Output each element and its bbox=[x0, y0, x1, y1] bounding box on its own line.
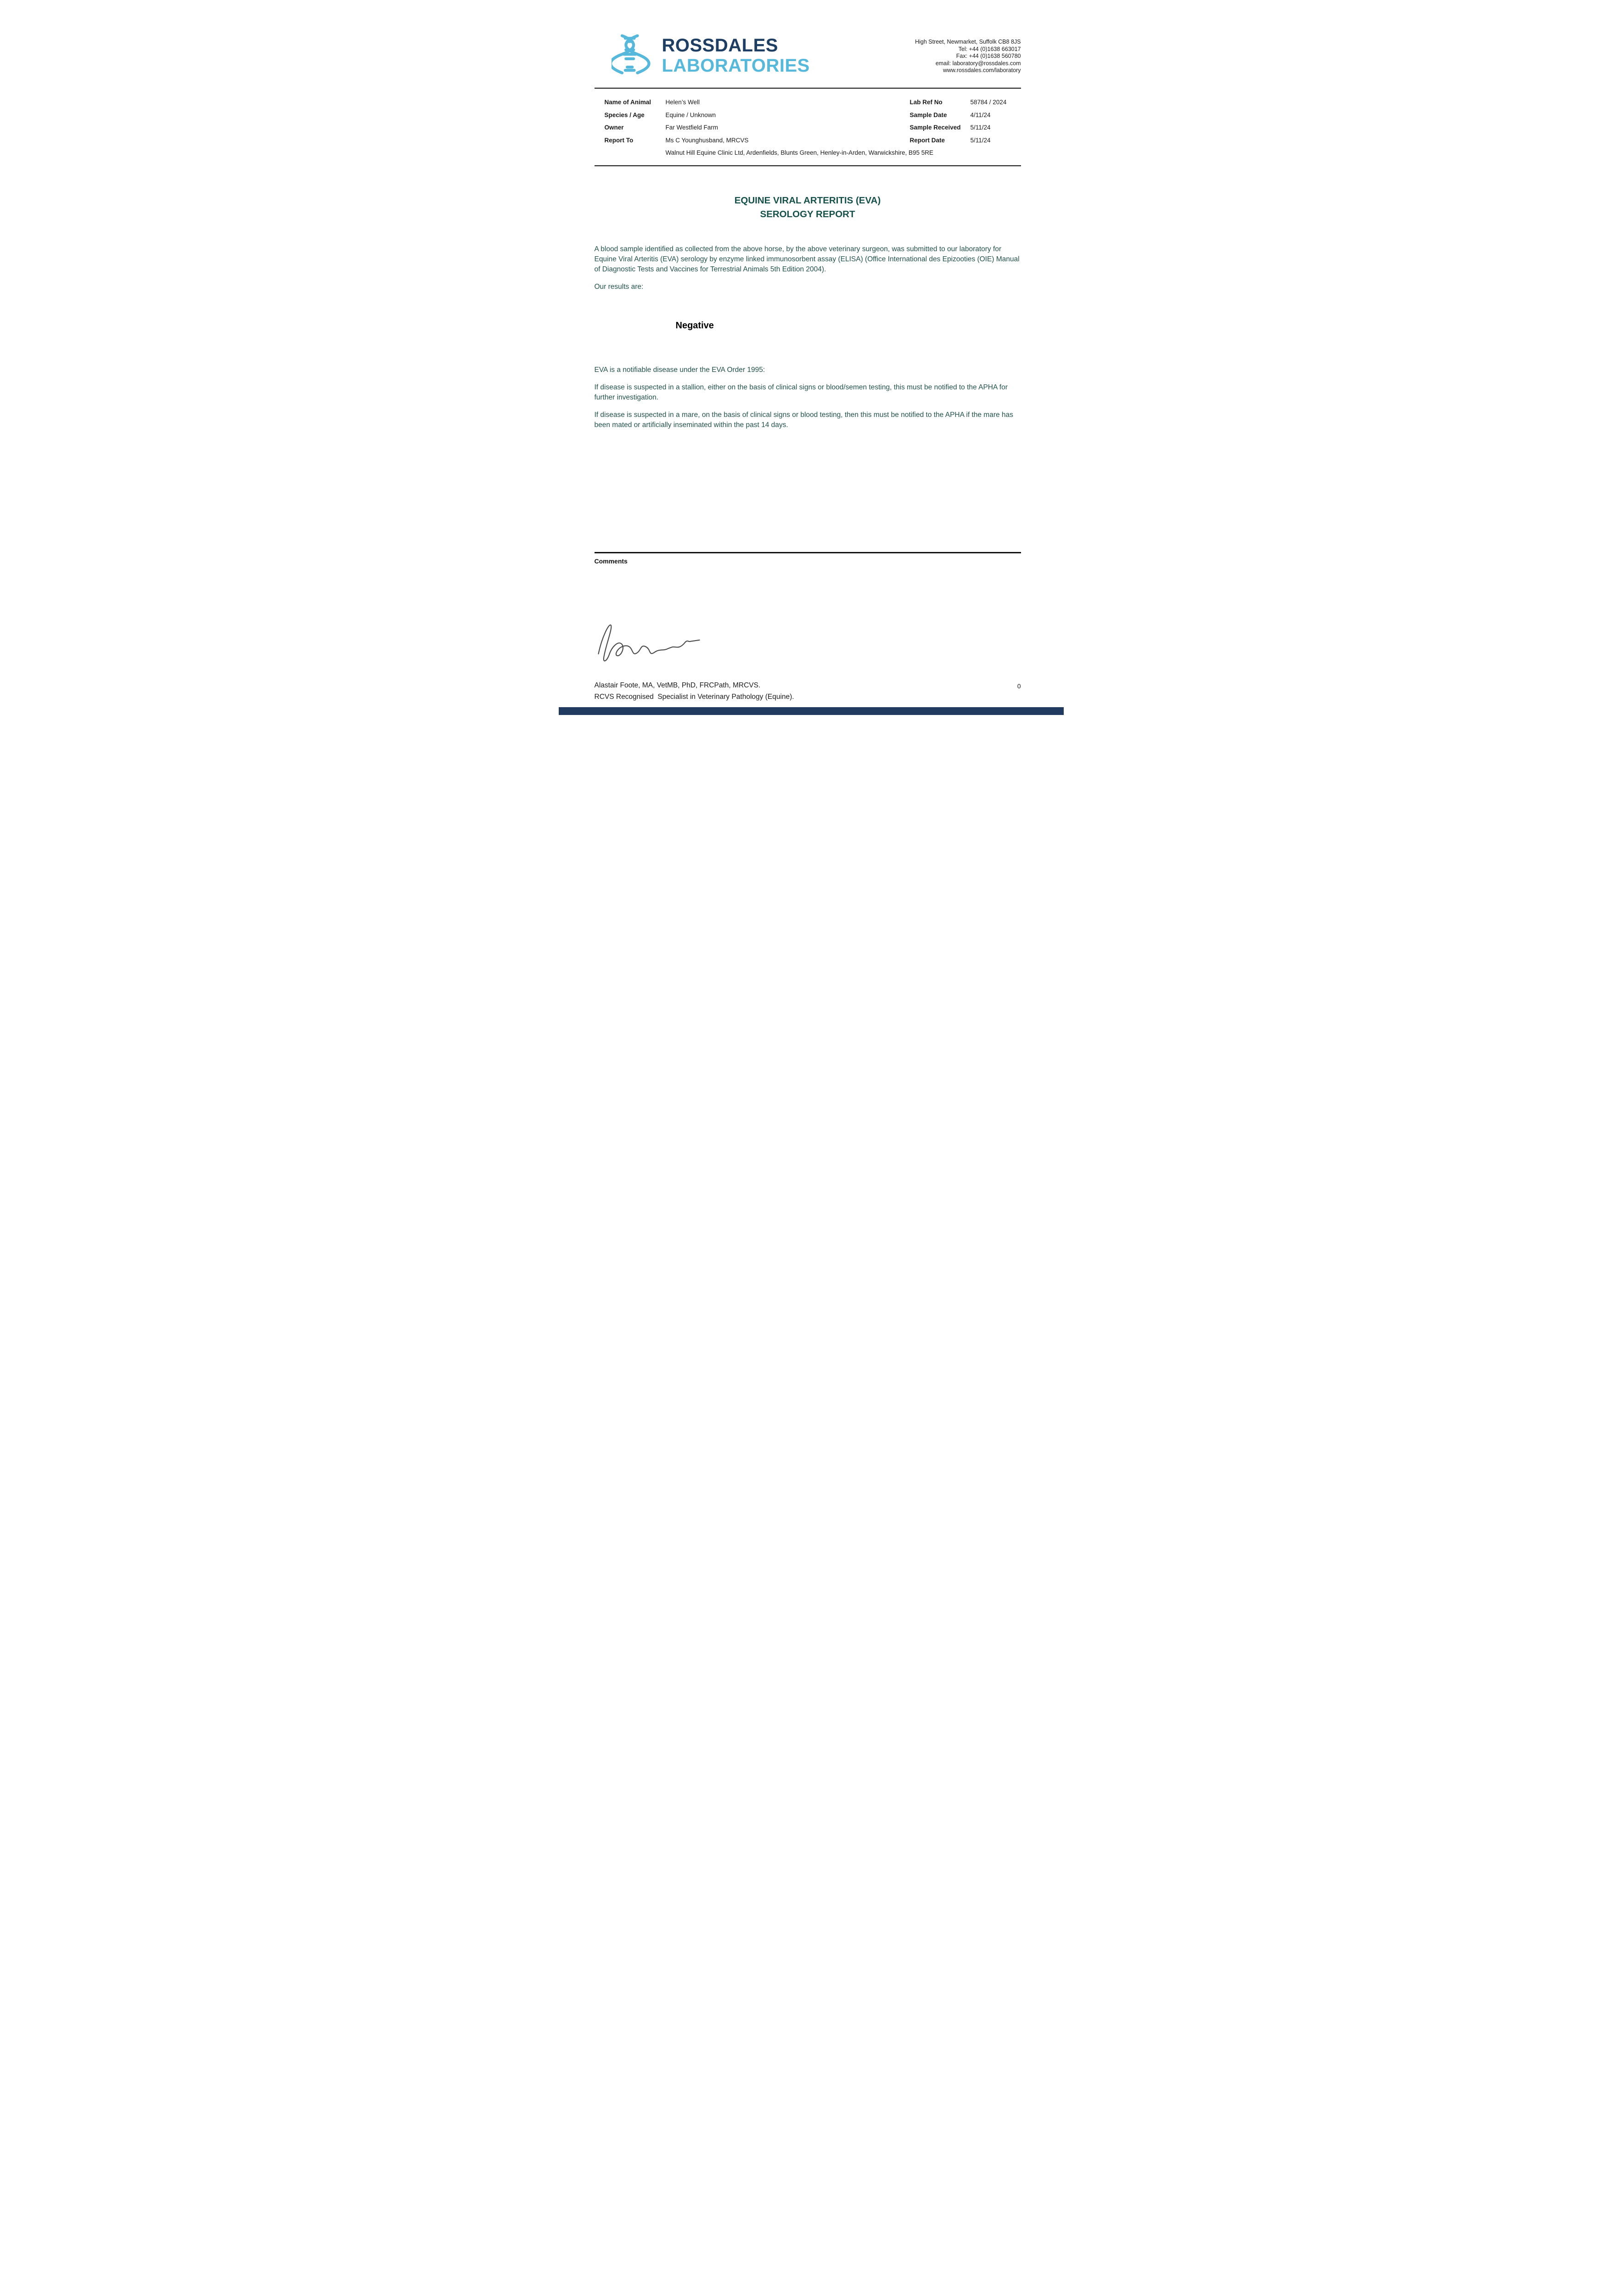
contact-block bbox=[915, 39, 1021, 74]
result-value: Negative bbox=[675, 320, 714, 331]
results-intro: Our results are: bbox=[594, 282, 644, 291]
report-page bbox=[559, 0, 1064, 715]
signatory-title: RCVS Recognised Specialist in Veterinary Pathology (Equine). bbox=[594, 693, 794, 701]
signatory-name: Alastair Foote, MA, VetMB, PhD, FRCPath, MRCVS. bbox=[594, 681, 761, 689]
report-paragraph: A blood sample identified as collected from the above horse, by the above veterinary surgeon, was submitted to our laboratory for Equine Viral Arteritis (EVA) serology by enzyme linked immunosorbent assay (ELISA) (Office International des Epizooties (OIE) Manual of Diagnostic Tests and Vaccines for Terrestrial Animals 5th Edition 2004). bbox=[594, 245, 1020, 273]
info-label: Owner bbox=[604, 124, 624, 131]
footer-bar bbox=[559, 707, 1064, 715]
info-value: Equine / Unknown bbox=[665, 111, 716, 118]
brand-subname: LABORATORIES bbox=[662, 56, 810, 76]
report-title bbox=[595, 194, 1021, 221]
info-label: Sample Received bbox=[909, 124, 961, 131]
comments-heading: Comments bbox=[594, 557, 628, 565]
info-label: Species / Age bbox=[604, 111, 645, 118]
brand-name: ROSSDALES bbox=[662, 35, 778, 56]
mare-note: If disease is suspected in a mare, on the basis of clinical signs or blood testing, then this must be notified to the APHA if the mare has been mated or artificially inseminated within the past 14 days. bbox=[594, 411, 1013, 429]
sample-info-table bbox=[595, 96, 1021, 159]
dna-icon bbox=[612, 34, 651, 77]
report-title-line1: EQUINE VIRAL ARTERITIS (EVA) bbox=[734, 195, 881, 206]
divider-top bbox=[595, 88, 1021, 89]
info-value: 5/11/24 bbox=[970, 124, 991, 131]
signature-image bbox=[595, 619, 703, 670]
contact-email: email: laboratory@rossdales.com bbox=[935, 60, 1021, 67]
info-value: Ms C Younghusband, MRCVS bbox=[665, 136, 749, 144]
contact-tel: Tel: +44 (0)1638 663017 bbox=[958, 45, 1021, 52]
divider-bottom bbox=[595, 165, 1021, 166]
info-value: 4/11/24 bbox=[970, 111, 991, 118]
info-label: Sample Date bbox=[909, 111, 947, 118]
contact-fax: Fax: +44 (0)1638 560780 bbox=[956, 53, 1021, 59]
info-value: Far Westfield Farm bbox=[665, 124, 718, 131]
report-title-line2: SEROLOGY REPORT bbox=[760, 208, 855, 219]
signatory-block bbox=[595, 680, 1021, 703]
info-value: 5/11/24 bbox=[970, 136, 991, 144]
info-label: Lab Ref No bbox=[909, 99, 943, 106]
contact-website: www.rossdales.com/laboratory bbox=[943, 67, 1021, 73]
clinic-address-line: Walnut Hill Equine Clinic Ltd, Ardenfields, Blunts Green, Henley-in-Arden, Warwickshire, B95 5RE bbox=[665, 149, 933, 157]
brand-wordmark bbox=[662, 35, 810, 76]
page-number-fragment: 0 bbox=[1017, 682, 1021, 690]
letterhead bbox=[595, 34, 1021, 77]
info-label: Report To bbox=[604, 136, 634, 144]
info-label: Name of Animal bbox=[604, 99, 651, 106]
stallion-note: If disease is suspected in a stallion, either on the basis of clinical signs or blood/semen testing, this must be notified to the APHA for further investigation. bbox=[594, 383, 1008, 401]
contact-address: High Street, Newmarket, Suffolk CB8 8JS bbox=[915, 39, 1021, 45]
notifiable-note: EVA is a notifiable disease under the EVA Order 1995: bbox=[594, 366, 765, 374]
comments-divider bbox=[595, 552, 1021, 553]
info-value: Helen’s Well bbox=[665, 99, 700, 106]
comments-section bbox=[595, 552, 1021, 565]
info-value: 58784 / 2024 bbox=[970, 99, 1007, 106]
info-label: Report Date bbox=[909, 136, 945, 144]
report-content bbox=[559, 34, 1064, 430]
